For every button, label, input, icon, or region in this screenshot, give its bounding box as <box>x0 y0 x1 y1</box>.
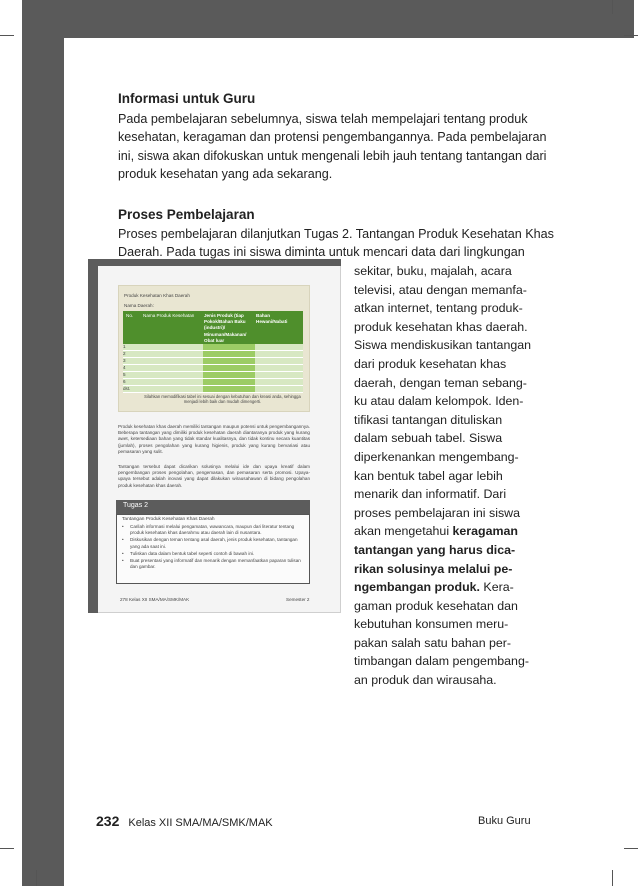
crop-mark <box>624 35 638 36</box>
table-row <box>123 379 303 386</box>
list-item-text: Carilah informasi melalui pengamatan, wawancara, maupun dari literatur tentang produk kesehatan khas daerahmu atau daerah lain di nusantara. <box>130 524 295 536</box>
bullet-icon: • <box>122 524 124 529</box>
table-row <box>123 351 303 358</box>
text-run: Kera- <box>479 580 514 595</box>
crop-mark <box>612 0 613 14</box>
list-item-text: Tuliskan data dalam bentuk tabel seperti contoh di bawah ini. <box>130 550 255 556</box>
paragraph-line: produk kesehatan khas daerah. <box>354 319 528 334</box>
row-number: 3 <box>123 358 140 364</box>
row-number: 5 <box>123 372 140 378</box>
book-title: Kelas XII SMA/MA/SMK/MAK <box>128 817 273 829</box>
form-title: Produk Kesehatan Khas Daerah <box>124 293 190 298</box>
tugas-list <box>122 524 304 570</box>
paragraph-line: menarik dan informatif. Dari <box>354 487 507 502</box>
cell <box>255 344 303 350</box>
cell <box>255 386 303 392</box>
paragraph-line: dalam sebuah tabel. Siswa <box>354 431 503 446</box>
bold-text-run: keragaman <box>452 524 518 539</box>
cell <box>255 379 303 385</box>
section-heading-proses: Proses Pembelajaran <box>118 207 255 222</box>
embedded-page-left-bar <box>88 259 98 613</box>
bullet-icon: • <box>122 550 124 556</box>
cell <box>140 365 203 371</box>
paragraph-line: kesehatan, keragaman dan protensi pengembangannya. Pada pembelajaran <box>118 130 547 145</box>
row-number: 1 <box>123 344 140 350</box>
informasi-paragraph <box>118 110 547 184</box>
paragraph-line: daerah, dengan teman sebang- <box>354 375 527 390</box>
cell <box>140 351 203 357</box>
proses-intro <box>118 225 554 262</box>
paragraph-line: tantangan yang harus dica- <box>354 542 516 557</box>
crop-mark <box>36 870 37 886</box>
cell <box>140 358 203 364</box>
cell <box>203 386 255 392</box>
top-frame-bar <box>22 0 634 38</box>
header-no: No. <box>126 313 134 318</box>
table-row <box>123 358 303 365</box>
table-body <box>123 344 303 393</box>
header-bahan: Bahan Hewani/Nabati <box>256 313 288 325</box>
paragraph-line: Daerah. Pada tugas ini siswa diminta untuk mencari data dari lingkungan <box>118 245 525 260</box>
cell <box>140 379 203 385</box>
paragraph-line: Siswa mendiskusikan tantangan <box>354 338 532 353</box>
footer-right-label: Buku Guru <box>478 815 531 827</box>
row-number: dst. <box>123 386 140 392</box>
row-number: 4 <box>123 365 140 371</box>
paragraph-line <box>354 578 532 597</box>
list-item <box>122 558 304 570</box>
cell <box>203 344 255 350</box>
cell <box>140 386 203 392</box>
cell <box>203 372 255 378</box>
cell <box>140 372 203 378</box>
embedded-page-top-bar <box>98 259 341 266</box>
bullet-icon: • <box>122 537 124 543</box>
paragraph-line <box>354 522 532 541</box>
paragraph-line: proses pembelajaran ini siswa <box>354 505 520 520</box>
cell <box>203 365 255 371</box>
region-label: Nama Daerah: <box>124 303 154 308</box>
paragraph-line: sekitar, buku, majalah, acara <box>354 264 512 278</box>
tugas-title: Tantangan Produk Kesehatan Khas Daerah <box>122 517 215 522</box>
paragraph-line: pakan salah satu bahan per- <box>354 635 512 650</box>
paragraph-line: kebutuhan konsumen meru- <box>354 617 509 632</box>
table-row <box>123 372 303 379</box>
cell <box>255 351 303 357</box>
paragraph-line: televisi, atau dengan memanfa- <box>354 282 527 297</box>
cell <box>203 379 255 385</box>
paragraph-line: dari produk kesehatan khas <box>354 356 507 371</box>
cell <box>203 351 255 357</box>
list-item-text: Diskusikan dengan teman tentang asal daerah, jenis produk kesehatan, tantangan yang ada saat ini. <box>130 537 298 549</box>
header-jenis-produk: Jenis Produk (tiap Pokok/Bahan Baku (industri)/ Minuman/Makanan/ Obat luar <box>204 313 247 343</box>
paragraph-line: atkan internet, tentang produk- <box>354 301 523 316</box>
page-number: 232 <box>96 813 120 829</box>
paragraph-line: tifikasi tantangan dituliskan <box>354 412 503 427</box>
paragraph-line: diperkenankan mengembang- <box>354 449 519 464</box>
crop-mark <box>624 848 638 849</box>
crop-mark <box>612 870 613 886</box>
cell <box>140 344 203 350</box>
paragraph-line: Pada pembelajaran sebelumnya, siswa telah mempelajari tentang produk <box>118 112 528 126</box>
proses-side-column <box>354 262 532 690</box>
list-item <box>122 524 304 536</box>
crop-mark <box>0 848 14 849</box>
cell <box>255 358 303 364</box>
table-row <box>123 344 303 351</box>
crop-mark <box>0 35 14 36</box>
row-number: 2 <box>123 351 140 357</box>
tugas-label: Tugas 2 <box>116 500 310 514</box>
paragraph-line: an produk dan wirausaha. <box>354 673 497 688</box>
paragraph-line: rikan solusinya melalui pe- <box>354 561 513 576</box>
section-heading-informasi: Informasi untuk Guru <box>118 91 256 106</box>
list-item-text: Buat presentasi yang informatif dan menarik dengan memanfaatkan paparan tulisan dan gambar. <box>130 558 301 570</box>
list-item <box>122 537 304 549</box>
text-run: akan mengetahui <box>354 524 453 539</box>
row-number: 6 <box>123 379 140 385</box>
embedded-footer-left: 278 Kelas XII SMA/MA/SMK/MAK <box>120 597 190 602</box>
page-footer-left <box>96 813 273 829</box>
bullet-icon: • <box>122 558 124 564</box>
cell <box>255 372 303 378</box>
embedded-paragraph-2: Tantangan tersebut dapat dicarikan solusinya melalui ide dan upaya kreatif dalam pengembangan proses pengolahan, pengemasan, dan pemasaran serta promosi. Upaya-upaya tersebut adalah inovasi yang dapat dilakukan wirausahawan di bidang pengolahan produk kesehatan khas daerah. <box>118 464 310 488</box>
embedded-footer-right: Semester 2 <box>286 597 310 602</box>
table-row <box>123 365 303 372</box>
paragraph-line: Proses pembelajaran dilanjutkan Tugas 2. Tantangan Produk Kesehatan Khas <box>118 227 554 241</box>
paragraph-line: produk kesehatan yang ada sekarang. <box>118 167 333 182</box>
paragraph-line: ini, siswa akan difokuskan untuk mengenali lebih jauh tentang tantangan dari <box>118 148 547 163</box>
paragraph-line: kan bentuk tabel agar lebih <box>354 468 503 483</box>
embedded-paragraph-1: Produk kesehatan khas daerah memiliki tantangan maupun potensi untuk pengembangannya. Beberapa tantangan yang dimiliki produk kesehatan daerah diantaranya produk yang kurang awet, ketersediaan bahan yang tidak standar kualitasnya, dan tidak kontinu secara kuantitas (jumlah), proses pengolahan yang kurang higienis, produk yang kurang bervariasi atau pemasaran yang sulit. <box>118 424 310 454</box>
table-row <box>123 386 303 393</box>
bold-text-run: ngembangan produk. <box>354 580 480 595</box>
cell <box>203 358 255 364</box>
paragraph-line: ku atau dalam kelompok. Iden- <box>354 394 524 409</box>
paragraph-line: gaman produk kesehatan dan <box>354 598 518 613</box>
table-caption: Silahkan memodifikasi tabel ini sesuai dengan kebutuhan dan kreasi anda, sehingga menjadi lebih baik dan mudah dimengerti. <box>144 394 301 405</box>
header-nama-produk: Nama Produk Kesehatan <box>143 313 195 318</box>
left-frame-bar <box>22 38 64 886</box>
list-item <box>122 551 304 557</box>
cell <box>255 365 303 371</box>
paragraph-line: timbangan dalam pengembang- <box>354 654 529 669</box>
